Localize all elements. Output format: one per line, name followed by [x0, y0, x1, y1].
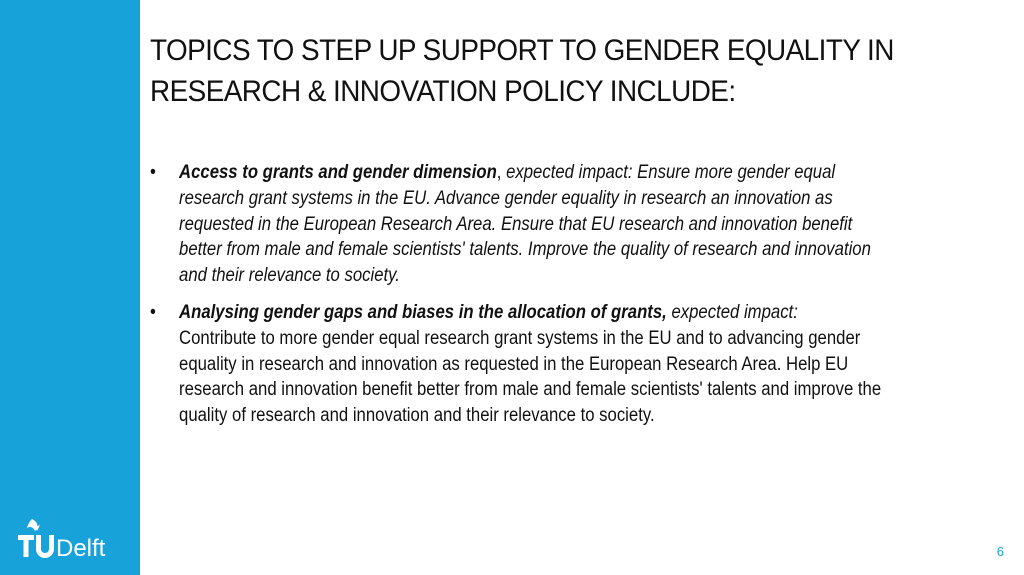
bullet-text-line: and their relevance to society. — [179, 265, 400, 287]
slide-title-line: TOPICS TO STEP UP SUPPORT TO GENDER EQUALITY IN — [150, 34, 894, 67]
bullet-text: expected impact: Ensure more gender equal — [501, 162, 836, 183]
bullet-text-line: research and innovation benefit better from male and female scientists' talents and improve the — [179, 379, 882, 401]
bullet-heading: Analysing gender gaps and biases in the allocation of grants, — [179, 301, 667, 323]
tu-delft-logo — [18, 517, 128, 559]
page-number: 6 — [996, 544, 1004, 559]
bullet-item — [150, 300, 916, 429]
bullet-text: expected impact: — [666, 301, 798, 323]
bullet-text-line: Contribute to more gender equal research grant systems in the EU and to advancing gender — [179, 327, 861, 349]
bullet-text-line: requested in the European Research Area. Ensure that EU research and innovation benefit — [179, 213, 853, 235]
slide-title-line: RESEARCH & INNOVATION POLICY INCLUDE: — [150, 75, 736, 108]
bullet-list — [150, 160, 916, 440]
bullet-text-line: better from male and female scientists' talents. Improve the quality of research and innovation — [179, 239, 871, 261]
bullet-first-line — [179, 160, 916, 186]
bullet-first-line — [179, 300, 916, 326]
bullet-point-icon: • — [150, 301, 156, 323]
bullet-item — [150, 160, 916, 289]
bullet-point-icon: • — [150, 162, 156, 183]
bullet-text-line: equality in research and innovation as requested in the European Research Area. Help EU — [179, 353, 849, 375]
bullet-heading-sep: , — [496, 162, 502, 183]
svg-text:Delft: Delft — [56, 535, 106, 559]
slide-title — [150, 30, 931, 112]
bullet-text-line: quality of research and innovation and their relevance to society. — [179, 405, 655, 427]
bullet-text-line: research grant systems in the EU. Advance gender equality in research an innovation as — [179, 187, 833, 209]
bullet-heading: Access to grants and gender dimension — [179, 162, 497, 183]
sidebar-band — [0, 0, 140, 575]
